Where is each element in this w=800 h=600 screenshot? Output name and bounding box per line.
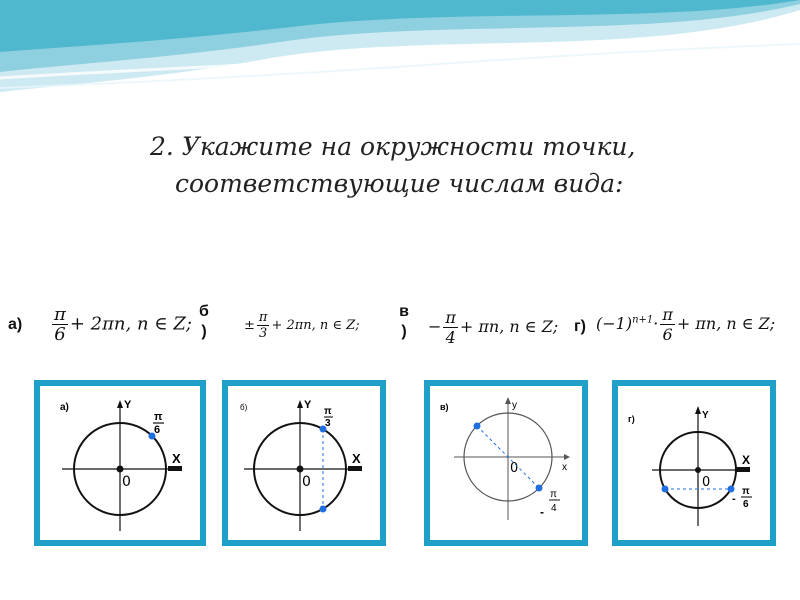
marked-point-bottom: [536, 485, 543, 492]
y-label: Y: [124, 399, 132, 411]
title-line-2: соответствующие числам вида:: [175, 169, 624, 198]
origin-point: [117, 466, 124, 473]
x-axis-arrow: [736, 467, 750, 472]
fraction-g-num: π: [662, 305, 673, 324]
x-axis-arrow: [348, 466, 362, 471]
point-label-num: π: [154, 411, 163, 423]
label-b: [198, 302, 210, 342]
x-label: x: [562, 462, 567, 473]
fraction-v-den: 4: [445, 328, 456, 347]
panel-b: [222, 380, 386, 546]
fraction-v-num: π: [445, 308, 456, 327]
y-axis-arrow: [297, 400, 303, 408]
formula-b: [244, 310, 360, 341]
formula-g-tail: + πn, n ∈ Z;: [676, 314, 776, 333]
formula-g-dot: ·: [653, 314, 659, 333]
formula-g-prefix: (−1): [596, 314, 633, 333]
marked-point-top: [474, 423, 481, 430]
origin-label: 0: [302, 474, 311, 490]
origin-label: 0: [510, 461, 519, 476]
task-title: [150, 128, 710, 202]
x-label: X: [172, 451, 181, 466]
label-g: г): [574, 318, 586, 335]
fraction-g-den: 6: [662, 325, 673, 344]
formula-b-prefix: ±: [244, 318, 255, 333]
fraction-a-den: 6: [54, 324, 66, 345]
label-v: [398, 302, 410, 342]
label-b-paren: ): [201, 323, 207, 340]
panel-a-tag: а): [60, 402, 69, 413]
formula-v-prefix: −: [428, 317, 442, 336]
y-axis-arrow: [505, 397, 511, 404]
origin-label: 0: [122, 474, 131, 490]
x-label: X: [352, 451, 361, 466]
y-axis-arrow: [695, 406, 701, 414]
fraction-b-den: 3: [259, 326, 268, 341]
title-line-1: 2. Укажите на окружности точки,: [150, 132, 636, 161]
panel-a: [34, 380, 206, 546]
point-label-num: π: [742, 486, 750, 497]
origin-point: [297, 466, 304, 473]
point-label-den: 4: [551, 503, 557, 514]
panel-v-tag: в): [440, 402, 449, 412]
y-label: Y: [304, 399, 312, 411]
label-a: а): [8, 316, 23, 333]
panel-v: [424, 380, 588, 546]
unit-circle-g: [618, 386, 770, 540]
fraction-b: [257, 310, 270, 341]
point-label-sign: -: [540, 505, 544, 519]
panel-g: [612, 380, 776, 546]
point-label-den: 6: [743, 499, 749, 510]
panel-g-tag: г): [628, 414, 635, 424]
formula-v: [428, 308, 558, 347]
formula-g: [596, 305, 775, 344]
panel-b-tag: б): [240, 403, 248, 412]
x-label: X: [742, 453, 751, 467]
origin-label: 0: [702, 475, 711, 490]
origin-point: [695, 467, 701, 473]
point-label-den: 6: [154, 424, 161, 436]
label-v-letter: в: [399, 303, 409, 320]
fraction-a-num: π: [54, 304, 66, 325]
header-wave: [0, 0, 800, 120]
point-label-num: π: [324, 406, 332, 417]
x-axis-arrow: [564, 454, 570, 460]
formula-v-tail: + πn, n ∈ Z;: [459, 317, 559, 336]
unit-circle-v: [430, 386, 582, 540]
formula-a: [50, 305, 192, 344]
y-label: y: [512, 400, 517, 411]
marked-point-left: [662, 486, 669, 493]
marked-point-right: [728, 486, 735, 493]
point-label-den: 3: [325, 418, 331, 429]
fraction-v: [443, 308, 458, 347]
formula-a-tail: + 2πn, n ∈ Z;: [69, 313, 192, 335]
label-b-letter: б: [199, 303, 209, 320]
y-axis-arrow: [117, 400, 123, 408]
formula-b-tail: + 2πn, n ∈ Z;: [271, 318, 360, 333]
unit-circle-a: [40, 386, 200, 540]
y-label: Y: [702, 410, 709, 421]
formula-g-exponent: n+1: [632, 314, 654, 326]
point-label-sign: -: [732, 493, 736, 505]
unit-circle-b: [228, 386, 380, 540]
fraction-b-num: π: [258, 310, 268, 325]
label-v-paren: ): [401, 323, 407, 340]
fraction-a: [52, 305, 68, 344]
x-axis-arrow: [168, 466, 182, 471]
point-label-num: π: [550, 489, 557, 500]
marked-point-bottom: [320, 506, 327, 513]
fraction-g: [660, 305, 675, 344]
